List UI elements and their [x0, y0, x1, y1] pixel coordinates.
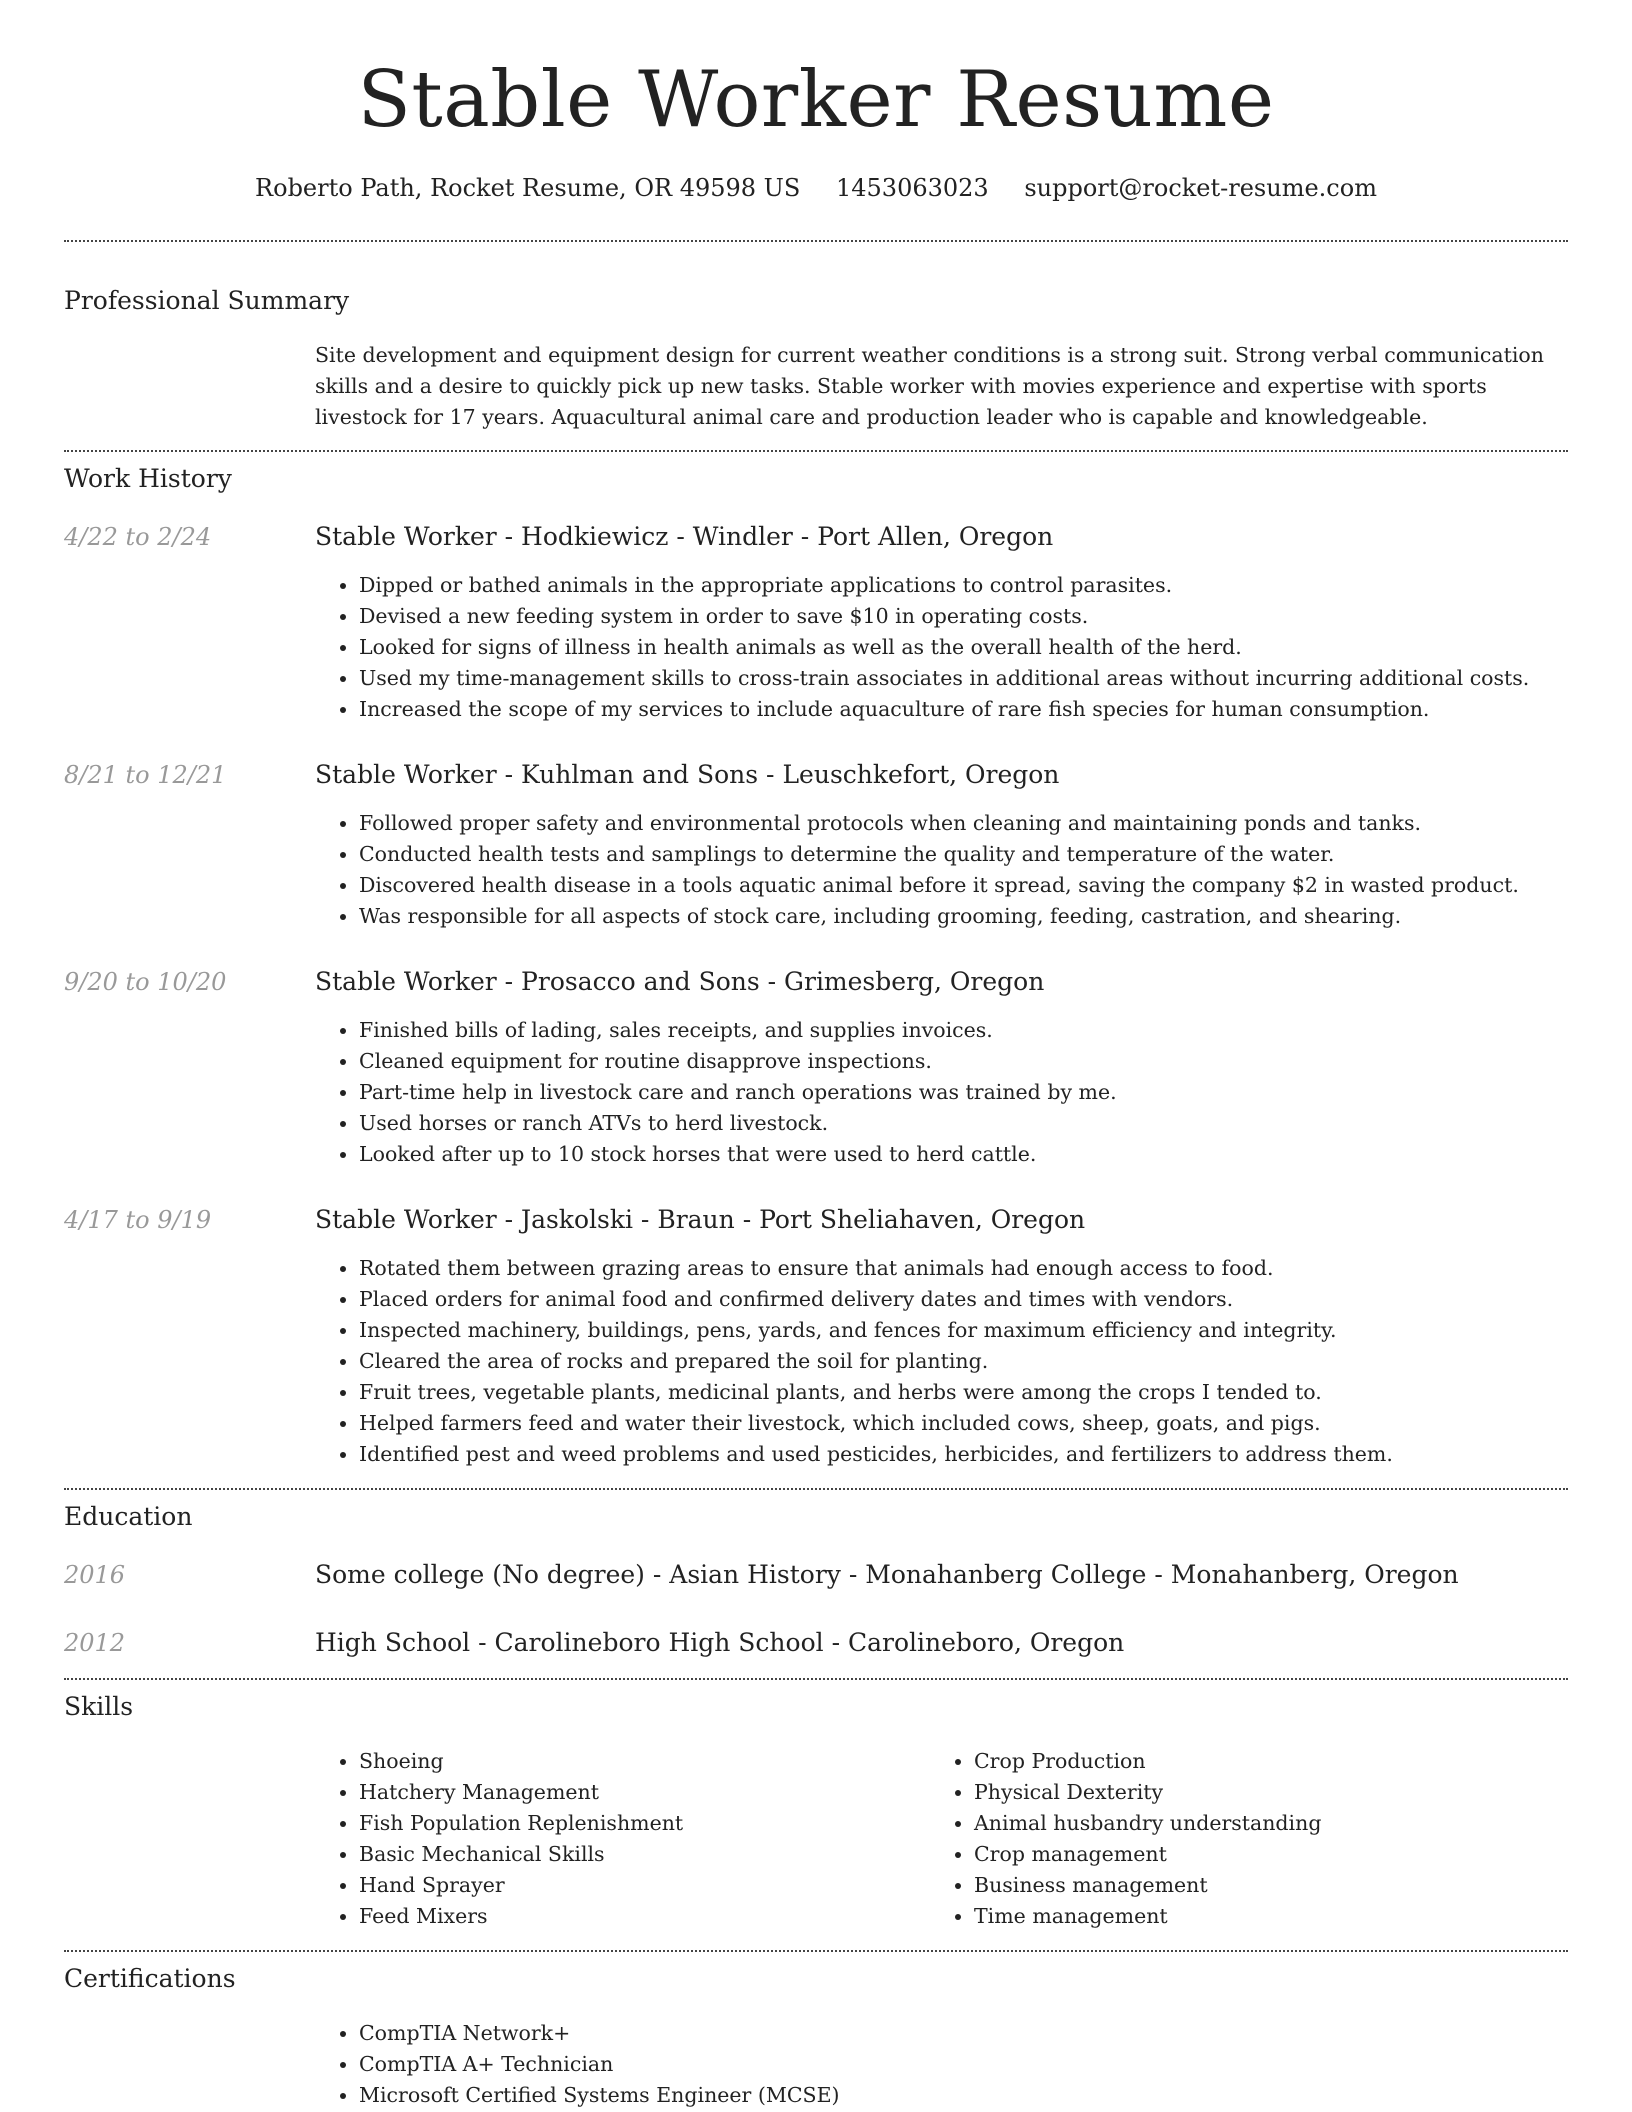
- resume-title: Stable Worker Resume: [357, 55, 1275, 145]
- contact-line: [64, 170, 1568, 206]
- job-bullet: • Finished bills of lading, sales receipts, and supplies invoices.: [359, 1015, 1569, 1046]
- skill-item: • Physical Dexterity: [974, 1777, 1574, 1808]
- certifications-heading: Certifications: [64, 1964, 236, 1993]
- job-bullet: • Was responsible for all aspects of stock care, including grooming, feeding, castration, and shearing.: [359, 901, 1569, 932]
- job-bullet: • Cleared the area of rocks and prepared the soil for planting.: [359, 1346, 1569, 1377]
- skill-item: • Fish Population Replenishment: [359, 1808, 919, 1839]
- job-bullets: [315, 1253, 1569, 1470]
- summary-heading: Professional Summary: [64, 286, 350, 315]
- education-year: 2016: [64, 1561, 126, 1589]
- job-dates: 9/20 to 10/20: [64, 968, 227, 996]
- job-bullet: • Dipped or bathed animals in the appropriate applications to control parasites.: [359, 570, 1569, 601]
- skill-item: • Shoeing: [359, 1746, 919, 1777]
- education-entry: High School - Carolineboro High School - Carolineboro, Oregon: [315, 1628, 1125, 1657]
- job-bullet: • Conducted health tests and samplings to determine the quality and temperature of the water.: [359, 839, 1569, 870]
- job-bullet: • Rotated them between grazing areas to ensure that animals had enough access to food.: [359, 1253, 1569, 1284]
- job-bullet: • Inspected machinery, buildings, pens, yards, and fences for maximum efficiency and integrity.: [359, 1315, 1569, 1346]
- work-history-heading: Work History: [64, 464, 232, 493]
- job-bullets: [315, 1015, 1569, 1170]
- certifications-list: [315, 2018, 1569, 2111]
- job-dates: 8/21 to 12/21: [64, 761, 227, 789]
- job-heading: Stable Worker - Hodkiewicz - Windler - Port Allen, Oregon: [315, 522, 1054, 551]
- skill-item: • Crop Production: [974, 1746, 1574, 1777]
- education-entry: Some college (No degree) - Asian History - Monahanberg College - Monahanberg, Oregon: [315, 1560, 1459, 1589]
- education-heading: Education: [64, 1502, 193, 1531]
- education-year: 2012: [64, 1629, 126, 1657]
- skill-item: • Business management: [974, 1870, 1574, 1901]
- section-divider: [64, 240, 1568, 242]
- skills-list-left: [315, 1746, 919, 1932]
- job-bullet: • Fruit trees, vegetable plants, medicinal plants, and herbs were among the crops I tended to.: [359, 1377, 1569, 1408]
- job-bullet: • Placed orders for animal food and confirmed delivery dates and times with vendors.: [359, 1284, 1569, 1315]
- job-heading: Stable Worker - Kuhlman and Sons - Leuschkefort, Oregon: [315, 760, 1060, 789]
- skill-item: • Feed Mixers: [359, 1901, 919, 1932]
- section-divider: [64, 1950, 1568, 1952]
- job-bullets: [315, 808, 1569, 932]
- job-bullet: • Part-time help in livestock care and ranch operations was trained by me.: [359, 1077, 1569, 1108]
- job-dates: 4/22 to 2/24: [64, 523, 212, 551]
- job-heading: Stable Worker - Jaskolski - Braun - Port Sheliahaven, Oregon: [315, 1205, 1086, 1234]
- job-bullet: • Identified pest and weed problems and used pesticides, herbicides, and fertilizers to address them.: [359, 1439, 1569, 1470]
- skills-heading: Skills: [64, 1692, 134, 1721]
- section-divider: [64, 1488, 1568, 1490]
- skills-list-right: [930, 1746, 1574, 1932]
- skill-item: • Hand Sprayer: [359, 1870, 919, 1901]
- skill-item: • Time management: [974, 1901, 1574, 1932]
- contact-address: Roberto Path, Rocket Resume, OR 49598 US: [255, 174, 801, 202]
- contact-phone: 1453063023: [835, 174, 989, 202]
- summary-text: Site development and equipment design for current weather conditions is a strong suit. Strong verbal communication skills and a desire to quickly pick up new tasks. Stable worker with movies experience and expertise with sports livestock for 17 years. Aquacultural animal care and production leader who is capable and knowledgeable.: [315, 343, 1544, 429]
- job-bullet: • Used my time-management skills to cross-train associates in additional areas without incurring additional costs.: [359, 663, 1569, 694]
- job-bullet: • Discovered health disease in a tools aquatic animal before it spread, saving the company $2 in wasted product.: [359, 870, 1569, 901]
- job-bullet: • Used horses or ranch ATVs to herd livestock.: [359, 1108, 1569, 1139]
- skill-item: • Animal husbandry understanding: [974, 1808, 1574, 1839]
- skill-item: • Crop management: [974, 1839, 1574, 1870]
- job-heading: Stable Worker - Prosacco and Sons - Grimesberg, Oregon: [315, 967, 1045, 996]
- job-bullet: • Devised a new feeding system in order to save $10 in operating costs.: [359, 601, 1569, 632]
- resume-page: [64, 0, 1568, 2112]
- job-bullet: • Helped farmers feed and water their livestock, which included cows, sheep, goats, and pigs.: [359, 1408, 1569, 1439]
- certification-item: • Microsoft Certified Systems Engineer (MCSE): [359, 2080, 1569, 2111]
- skill-item: • Basic Mechanical Skills: [359, 1839, 919, 1870]
- certification-item: • CompTIA Network+: [359, 2018, 1569, 2049]
- job-bullet: • Cleaned equipment for routine disapprove inspections.: [359, 1046, 1569, 1077]
- section-divider: [64, 450, 1568, 452]
- job-bullets: [315, 570, 1569, 725]
- section-divider: [64, 1678, 1568, 1680]
- contact-email: support@rocket-resume.com: [1024, 174, 1377, 202]
- job-bullet: • Looked after up to 10 stock horses that were used to herd cattle.: [359, 1139, 1569, 1170]
- job-dates: 4/17 to 9/19: [64, 1206, 212, 1234]
- certification-item: • CompTIA A+ Technician: [359, 2049, 1569, 2080]
- skill-item: • Hatchery Management: [359, 1777, 919, 1808]
- job-bullet: • Increased the scope of my services to include aquaculture of rare fish species for human consumption.: [359, 694, 1569, 725]
- job-bullet: • Followed proper safety and environmental protocols when cleaning and maintaining ponds and tanks.: [359, 808, 1569, 839]
- job-bullet: • Looked for signs of illness in health animals as well as the overall health of the herd.: [359, 632, 1569, 663]
